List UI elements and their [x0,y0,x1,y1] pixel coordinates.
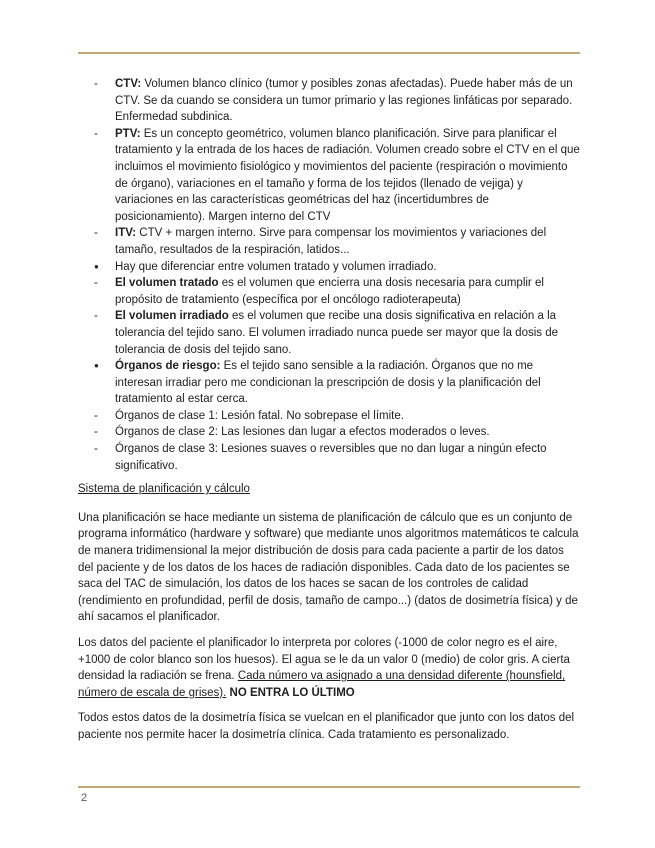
item-text: Órganos de clase 2: Las lesiones dan lugar a efectos moderados o leves. [115,426,490,439]
item-text: Órganos de clase 1: Lesión fatal. No sobrepase el límite. [115,409,404,422]
list-item [78,225,580,258]
item-text: es el volumen que encierra una dosis necesaria para cumplir el propósito de tratamiento (específica por el oncólogo radioterapeuta) [115,277,544,306]
item-text: Hay que diferenciar entre volumen tratado y volumen irradiado. [115,260,437,273]
item-term: PTV: [115,127,141,140]
item-text: Órganos de clase 3: Lesiones suaves o reversibles que no dan lugar a ningún efecto significativo. [115,443,547,472]
section-heading: Sistema de planificación y cálculo [78,483,250,496]
dash-marker [94,225,110,242]
item-term: El volumen tratado [115,277,219,290]
list-item [78,441,580,474]
page-number: 2 [81,792,88,804]
item-text: Es el tejido sano sensible a la radiación. Órganos que no me interesan irradiar pero me condicionan la prescripción de dosis y la planificación del tratamiento al estar cerca. [115,360,541,406]
dash-marker [94,126,110,143]
bullet-icon [94,259,110,277]
paragraph-patient-data [78,635,580,701]
header-rule [78,52,580,54]
exam-note: NO ENTRA LO ÚLTIMO [229,686,355,699]
list-item [78,126,580,226]
item-term: Órganos de riesgo: [115,360,221,373]
item-text: es el volumen que recibe una dosis significativa en relación a la tolerancia del tejido sano. El volumen irradiado nunca puede ser mayor que la dosis de tolerancia de dosis del tejido sano. [115,310,559,356]
bullet-icon [94,358,110,376]
item-term: ITV: [115,227,137,240]
dash-marker [94,76,110,93]
item-term: CTV: [115,78,142,90]
underlined-note: Cada número va asignado a una densidad diferente (hounsfield, número de escala de grises). [78,670,566,699]
item-text: CTV + margen interno. Sirve para compensar los movimientos y variaciones del tamaño, resultados de la respiración, latidos... [115,227,547,256]
dash-marker [94,408,110,425]
item-term: El volumen irradiado [115,310,229,323]
list-item [78,259,580,276]
list-item [78,76,580,126]
item-text: Es un concepto geométrico, volumen blanco planificación. Sirve para planificar el tratamiento y la entrada de los haces de radiación. Volumen creado sobre el CTV en el que incluimos el movimiento fisiológico y movimientos del paciente (respiración o movimiento de órgano), variaciones en el tamaño y forma de los tejidos (llenado de vejiga) y variaciones en las características geométricas del haz (incertidumbres de posicionamiento). Margen interno del CTV [115,127,580,223]
item-text: Volumen blanco clínico (tumor y posibles zonas afectadas). Puede haber más de un CTV. Se da cuando se considera un tumor primario y las regiones linfáticas por separado. Enfermedad subdinica. [115,78,573,124]
volume-list [78,76,580,474]
page-content [78,76,580,744]
paragraph-planning-system: Una planificación se hace mediante un sistema de planificación de cálculo que es un conjunto de programa informático (hardware y software) que mediante unos algoritmos matemáticos te calcula de manera tridimensional la mejor distribución de dosis para cada paciente a partir de los datos del paciente y de los datos de los haces de radiación disponibles. Cada dato de los pacientes se saca del TAC de simulación, los datos de los haces se sacan de los controles de calidad (rendimiento en profundidad, perfil de dosis, tamaño de campo...) (datos de dosimetría física) y de ahí sacamos el planificador. [78,511,579,624]
dash-marker [94,441,110,458]
dash-marker [94,308,110,325]
paragraph-dosimetry: Todos estos datos de la dosimetría física se vuelcan en el planificador que junto con los datos del paciente nos permite hacer la dosimetría clínica. Cada tratamiento es personalizado. [78,712,575,741]
list-item [78,308,580,358]
dash-marker [94,424,110,441]
list-item [78,424,580,441]
list-item [78,275,580,308]
footer-rule [78,786,580,788]
list-item [78,408,580,425]
paragraph-text: Los datos del paciente el planificador lo interpreta por colores (-1000 de color negro es el aire, +1000 de color blanco son los huesos). El agua se le da un valor 0 (medio) de color gris. A cierta densidad la radiación se frena. [78,637,570,683]
list-item [78,358,580,408]
dash-marker [94,275,110,292]
